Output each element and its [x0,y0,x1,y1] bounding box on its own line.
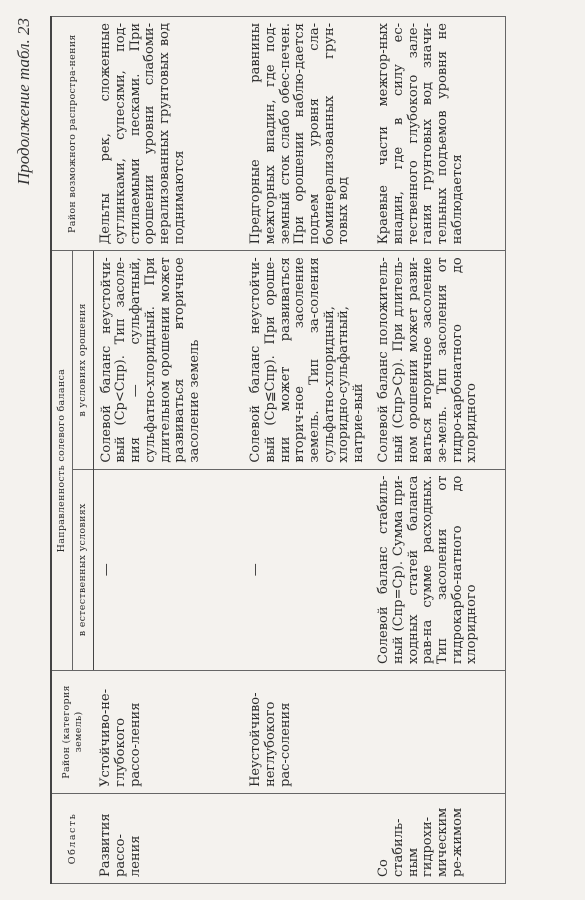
cell-natural: — [245,469,373,670]
cell-natural: — [93,469,245,670]
cell-region [245,793,373,883]
cell-irrigation: Солевой баланс неустойчи-вый (Ср<Спр). Тип засоле-ния — сульфатный, сульфатно-хлоридный. При длительном орошении может развиваться вторичное засоление земель [93,251,245,469]
header-irrigation-conditions: в условиях орошения [72,251,93,469]
table-row [93,17,245,884]
table-row [245,17,373,884]
header-natural-conditions: в естественных условиях [72,469,93,670]
header-region: Область [51,793,93,883]
cell-district: Устойчиво-не-глубокого рассо-ления [93,670,245,793]
cell-region: Со стабиль-ным гидрохи-мическим ре-жимом [373,793,505,883]
cell-spread: Дельты рек, сложенные суглинками, супесями, под-стилаемыми песками. При орошении уровни слабоми-нерализованных грунтовых вод поднимаются [93,17,245,251]
cell-spread: Предгорные равнины межгорных впадин, где под-земный сток слабо обес-печен. При орошении наблю-дается подъем уровня сла-боминерализованных грун-товых вод [245,17,373,251]
salt-balance-table [50,16,506,884]
cell-natural: Солевой баланс стабиль-ный (Спр=Ср). Сумма при-ходных статей баланса рав-на сумме расходных. Тип засоления от гидрокарбо-натного до хлоридного [373,469,505,670]
table-row [373,17,505,884]
cell-region: Развития рассо-ления [93,793,245,883]
header-salt-balance-direction: Направленность солевого баланса [51,251,72,671]
header-district: Район (категория земель) [51,670,93,793]
cell-spread: Краевые части межгор-ных впадин, где в силу ес-тественного глубокого зале-гания грунтовых вод значи-тельных подъемов уровня не наблюдается [373,17,505,251]
cell-irrigation: Солевой баланс положитель-ный (Спр>Ср). При длитель-ном орошении может разви-ваться вторичное засоление зе-мель. Тип засоления от гидро-карбонатного до хлоридного [373,251,505,469]
cell-irrigation: Солевой баланс неустойчи-вый (Ср≦Спр). При ороше-нии может развиваться вторич-ное засоление земель. Тип за-соления сульфатно-хлоридный, хлоридно-сульфатный, натрие-вый [245,251,373,469]
cell-district [373,670,505,793]
cell-district: Неустойчиво-неглубокого рас-соления [245,670,373,793]
table-continuation-heading: Продолжение табл. 23 [14,18,33,186]
header-spread-area: Район возможного распростра-нения [51,17,93,251]
